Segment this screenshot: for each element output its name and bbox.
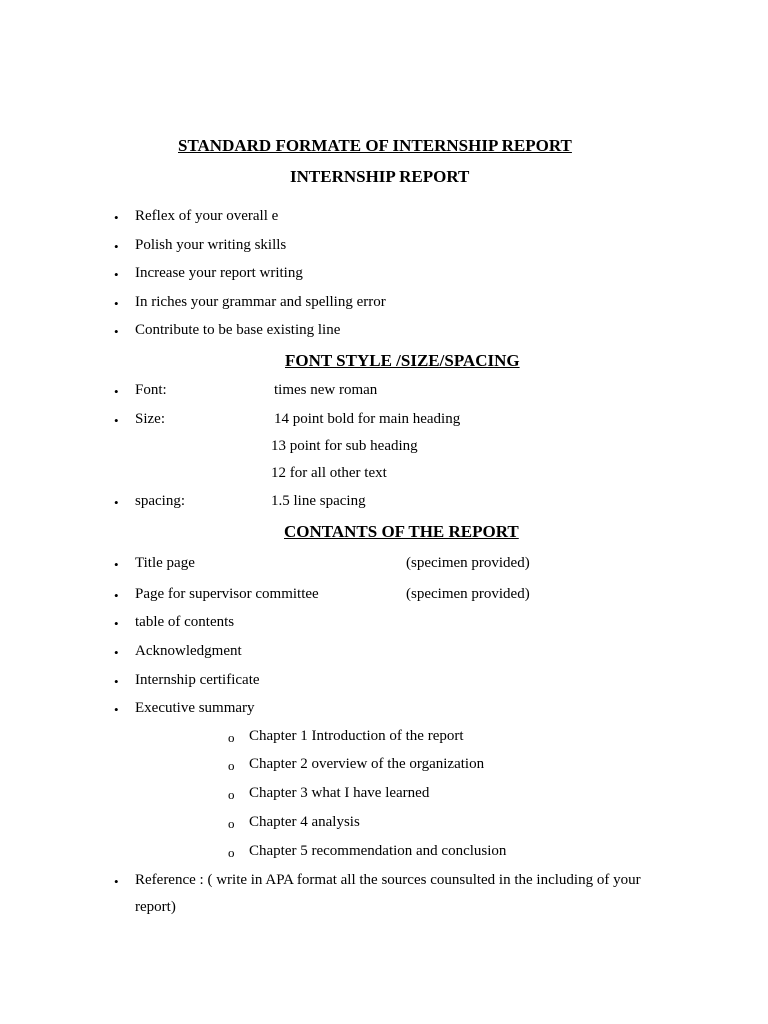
list-item: Contribute to be base existing line xyxy=(135,322,341,338)
list-item: table of contents xyxy=(135,614,235,630)
chapter-item: Chapter 1 Introduction of the report xyxy=(249,728,464,744)
bullet-icon: • xyxy=(114,384,119,399)
list-item: Increase your report writing xyxy=(135,265,303,281)
sub-bullet-icon: o xyxy=(228,787,235,802)
list-item: Acknowledgment xyxy=(135,643,242,659)
bullet-icon: • xyxy=(114,874,119,889)
contents-section-heading: CONTANTS OF THE REPORT xyxy=(284,522,519,541)
spec-value: times new roman xyxy=(274,382,378,398)
bullet-icon: • xyxy=(114,413,119,428)
bullet-icon: • xyxy=(114,674,119,689)
list-item: Title page xyxy=(135,555,195,571)
bullet-icon: • xyxy=(114,495,119,510)
font-section-heading: FONT STYLE /SIZE/SPACING xyxy=(285,351,520,370)
bullet-icon: • xyxy=(114,645,119,660)
bullet-icon: • xyxy=(114,296,119,311)
spec-value: 14 point bold for main heading xyxy=(274,411,461,427)
list-item: Reflex of your overall e xyxy=(135,208,279,224)
spec-value: 12 for all other text xyxy=(271,465,387,481)
list-item-note: (specimen provided) xyxy=(406,586,530,602)
spec-label: spacing: xyxy=(135,493,185,509)
chapter-item: Chapter 3 what I have learned xyxy=(249,785,430,801)
bullet-icon: • xyxy=(114,210,119,225)
list-item: Executive summary xyxy=(135,700,255,716)
bullet-icon: • xyxy=(114,702,119,717)
sub-bullet-icon: o xyxy=(228,845,235,860)
bullet-icon: • xyxy=(114,616,119,631)
list-item-note: (specimen provided) xyxy=(406,555,530,571)
reference-text-line-1: Reference : ( write in APA format all the sources counsulted in the including of your xyxy=(135,872,641,888)
sub-bullet-icon: o xyxy=(228,758,235,773)
bullet-icon: • xyxy=(114,588,119,603)
reference-text-line-2: report) xyxy=(135,899,176,915)
chapter-item: Chapter 2 overview of the organization xyxy=(249,756,485,772)
spec-label: Font: xyxy=(135,382,167,398)
chapter-item: Chapter 4 analysis xyxy=(249,814,360,830)
sub-bullet-icon: o xyxy=(228,816,235,831)
bullet-icon: • xyxy=(114,324,119,339)
bullet-icon: • xyxy=(114,557,119,572)
chapter-item: Chapter 5 recommendation and conclusion xyxy=(249,843,507,859)
list-item: Internship certificate xyxy=(135,672,260,688)
spec-value: 13 point for sub heading xyxy=(271,438,418,454)
list-item: In riches your grammar and spelling error xyxy=(135,294,386,310)
list-item: Page for supervisor committee xyxy=(135,586,319,602)
document-subtitle: INTERNSHIP REPORT xyxy=(290,167,470,186)
list-item: Polish your writing skills xyxy=(135,237,287,253)
spec-value: 1.5 line spacing xyxy=(271,493,366,509)
spec-label: Size: xyxy=(135,411,165,427)
bullet-icon: • xyxy=(114,267,119,282)
document-title: STANDARD FORMATE OF INTERNSHIP REPORT xyxy=(178,136,572,155)
bullet-icon: • xyxy=(114,239,119,254)
sub-bullet-icon: o xyxy=(228,730,235,745)
